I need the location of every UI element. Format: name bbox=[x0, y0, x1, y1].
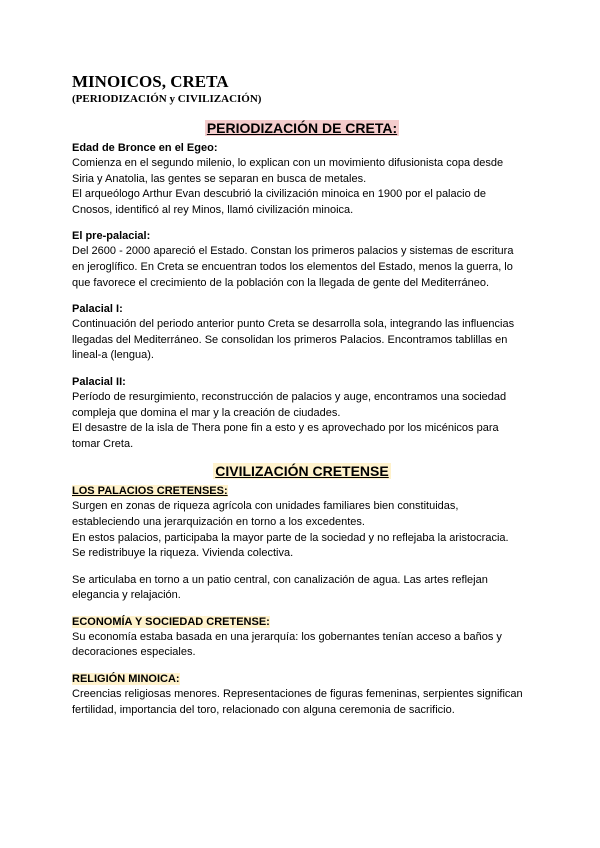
paragraph-line: que favorece el crecimiento de la población con la llegada de gente del Mediterráneo. bbox=[72, 276, 490, 289]
paragraph-line: Su economía estaba basada en una jerarquía: los gobernantes tenían acceso a baños y bbox=[72, 630, 502, 643]
paragraph-line: Creencias religiosas menores. Representaciones de figuras femeninas, serpientes significan bbox=[72, 688, 523, 701]
section-religion bbox=[72, 672, 532, 718]
paragraph-line: lineal-a (lengua). bbox=[72, 349, 154, 362]
paragraph-line: Se redistribuye la riqueza. Vivienda colectiva. bbox=[72, 547, 294, 560]
economy-label-text: ECONOMÍA Y SOCIEDAD CRETENSE: bbox=[72, 615, 270, 628]
paragraph-line: Del 2600 - 2000 apareció el Estado. Constan los primeros palacios y sistemas de escritura bbox=[72, 245, 514, 258]
section-prepalatial bbox=[72, 229, 532, 291]
palaces-label-text: LOS PALACIOS CRETENSES: bbox=[72, 485, 228, 498]
section-palaces bbox=[72, 484, 532, 604]
paragraph-line: En estos palacios, participaba la mayor parte de la sociedad y no reflejaba la aristocracia. bbox=[72, 531, 509, 544]
paragraph-line: decoraciones especiales. bbox=[72, 646, 196, 659]
civilization-heading bbox=[72, 463, 532, 480]
section-bronze-age bbox=[72, 141, 532, 218]
paragraph-line: Se articulaba en torno a un patio central, con canalización de agua. Las artes reflejan bbox=[72, 573, 488, 586]
paragraph-line: El arqueólogo Arthur Evan descubrió la civilización minoica en 1900 por el palacio de bbox=[72, 188, 486, 201]
document-title: MINOICOS, CRETA bbox=[72, 72, 229, 91]
paragraph-line: El desastre de la isla de Thera pone fin a esto y es aprovechado por los micénicos para bbox=[72, 422, 499, 435]
section-palatial-2 bbox=[72, 375, 532, 452]
palatial-2-label: Palacial II: bbox=[72, 375, 126, 388]
paragraph-line: elegancia y relajación. bbox=[72, 589, 181, 602]
palatial-1-label: Palacial I: bbox=[72, 303, 123, 316]
paragraph-line: tomar Creta. bbox=[72, 437, 134, 450]
prepalatial-label: El pre-palacial: bbox=[72, 230, 151, 243]
section-palatial-1 bbox=[72, 302, 532, 364]
paragraph-line: Continuación del periodo anterior punto Creta se desarrolla sola, integrando las influencias bbox=[72, 318, 515, 331]
paragraph-line: Período de resurgimiento, reconstrucción de palacios y auge, encontramos una sociedad bbox=[72, 390, 507, 403]
document-subtitle: (PERIODIZACIÓN y CIVILIZACIÓN) bbox=[72, 93, 262, 105]
paragraph-line: Cnosos, identificó al rey Minos, llamó civilización minoica. bbox=[72, 203, 354, 216]
paragraph-line: Surgen en zonas de riqueza agrícola con unidades familiares bien constituidas, bbox=[72, 500, 459, 513]
civilization-heading-text: CIVILIZACIÓN CRETENSE bbox=[215, 463, 389, 480]
paragraph-line: Comienza en el segundo milenio, lo explican con un movimiento difusionista copa desde bbox=[72, 157, 504, 169]
palaces-label bbox=[72, 484, 532, 499]
paragraph-line: fertilidad, importancia del toro, relacionado con alguna ceremonia de sacrificio. bbox=[72, 703, 455, 716]
religion-label-text: RELIGIÓN MINOICA: bbox=[72, 673, 180, 686]
bronze-age-label: Edad de Bronce en el Egeo: bbox=[72, 142, 218, 154]
paragraph-line: llegadas del Mediterráneo. Se consolidan los primeros Palacios. Encontramos tablillas en bbox=[72, 333, 508, 346]
section-economy bbox=[72, 615, 532, 661]
periodization-heading bbox=[72, 120, 532, 137]
economy-label bbox=[72, 615, 532, 630]
paragraph-line: en jeroglífico. En Creta se encuentran todos los elementos del Estado, menos la guerra, lo bbox=[72, 260, 513, 273]
paragraph-line: estableciendo una jerarquización en torno a los excedentes. bbox=[72, 515, 365, 528]
periodization-heading-text: PERIODIZACIÓN DE CRETA: bbox=[206, 120, 398, 136]
paragraph-line: Siria y Anatolia, las gentes se separan en busca de metales. bbox=[72, 172, 367, 185]
document-page bbox=[72, 72, 532, 718]
paragraph-line: compleja que domina el mar y la creación de ciudades. bbox=[72, 406, 341, 419]
religion-label bbox=[72, 672, 532, 687]
